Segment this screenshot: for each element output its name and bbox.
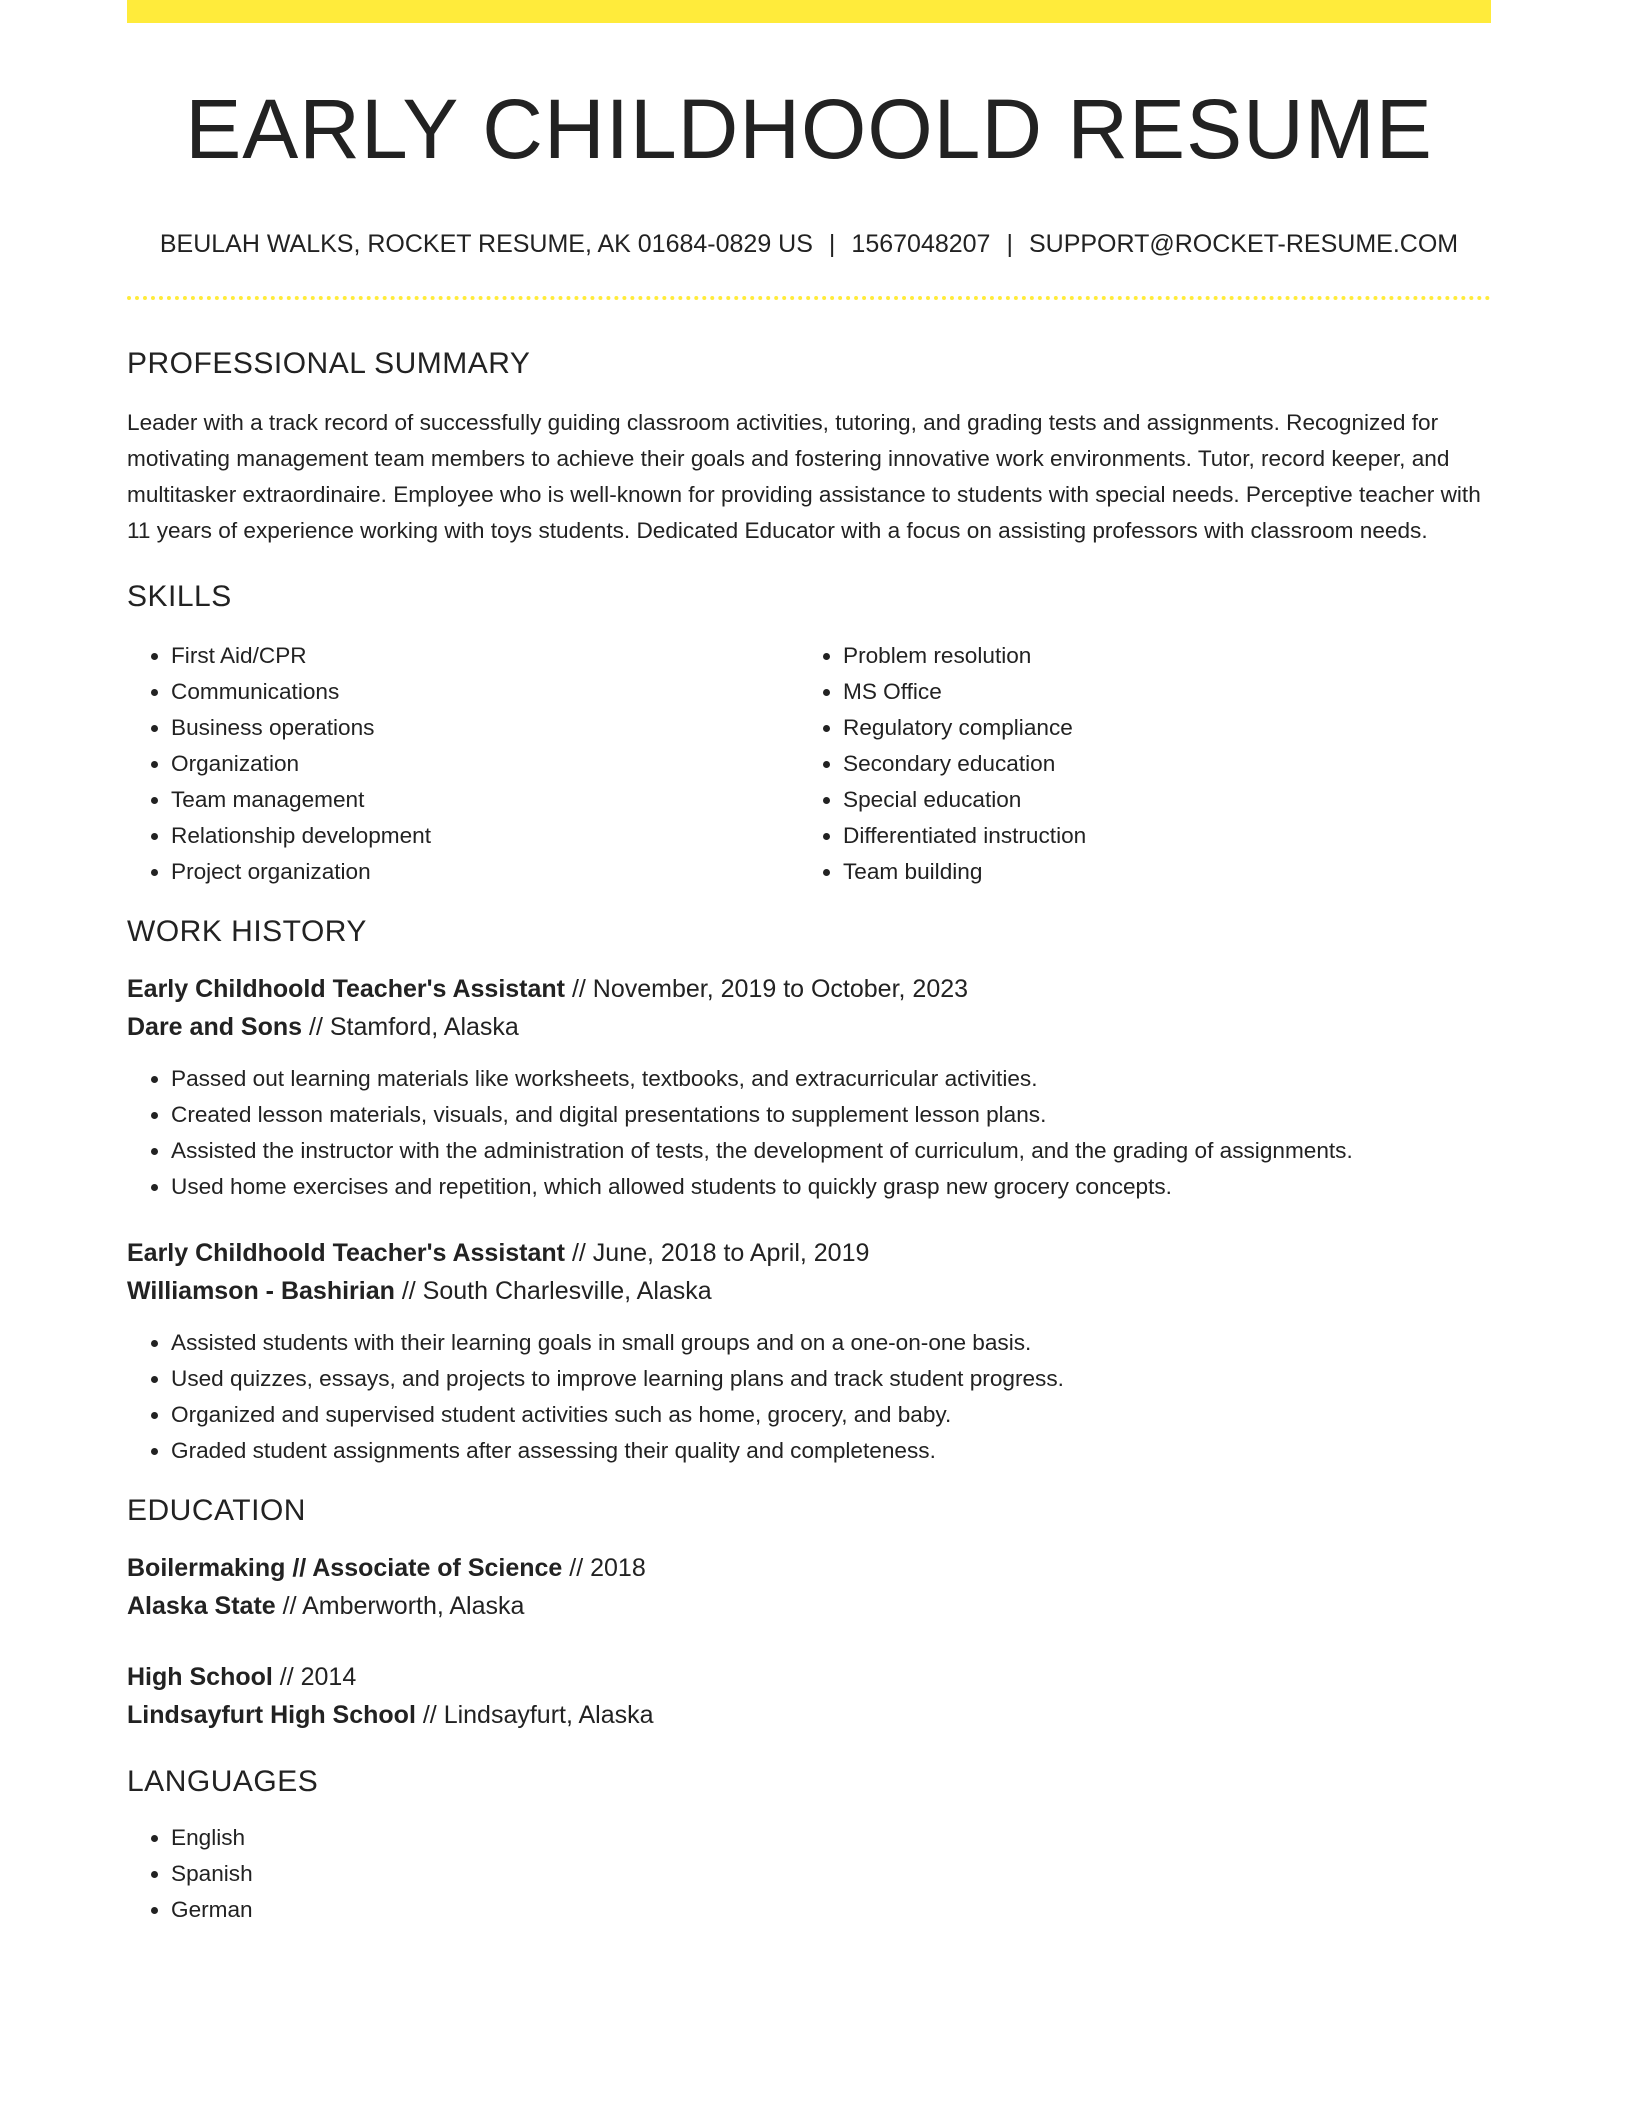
job-duty-item: • Assisted the instructor with the administration of tests, the development of curriculum, and the grading of assignments. <box>171 1133 1491 1169</box>
job-duty-item: • Created lesson materials, visuals, and digital presentations to supplement lesson plans. <box>171 1097 1491 1133</box>
resume-title: EARLY CHILDHOOLD RESUME <box>185 82 1433 176</box>
top-accent-bar <box>127 0 1491 23</box>
job-duty-item: • Organized and supervised student activities such as home, grocery, and baby. <box>171 1397 1491 1433</box>
skill-item: • First Aid/CPR <box>171 638 799 674</box>
language-item: • English <box>171 1820 1491 1856</box>
job-duty-item: • Used home exercises and repetition, which allowed students to quickly grasp new grocery concepts. <box>171 1169 1491 1205</box>
education-year: // 2014 <box>272 1663 357 1692</box>
contact-address: BEULAH WALKS, ROCKET RESUME, AK 01684-0829 US <box>159 229 813 258</box>
job-location: // South Charlesville, Alaska <box>394 1277 712 1306</box>
education-heading: EDUCATION <box>127 1494 306 1528</box>
skills-column-left <box>127 638 799 890</box>
skill-item: • Problem resolution <box>843 638 1471 674</box>
job-location: // Stamford, Alaska <box>302 1013 519 1042</box>
skill-item: • Regulatory compliance <box>843 710 1471 746</box>
job-duty-item: • Used quizzes, essays, and projects to improve learning plans and track student progress. <box>171 1361 1491 1397</box>
skill-item: • Special education <box>843 782 1471 818</box>
summary-text: Leader with a track record of successfully guiding classroom activities, tutoring, and grading tests and assignments. Recognized for motivating management team members to achieve their goals and fostering innovative work environments. Tutor, record keeper, and multitasker extraordinaire. Employee who is well-known for providing assistance to students with special needs. Perceptive teacher with 11 years of experience working with toys students. Dedicated Educator with a focus on assisting professors with classroom needs. <box>127 410 1481 544</box>
skill-item: • MS Office <box>843 674 1471 710</box>
resume-page <box>127 0 1491 1928</box>
job-company-line <box>127 1272 1491 1310</box>
skill-item: • Secondary education <box>843 746 1471 782</box>
education-degree-line <box>127 1658 1491 1696</box>
education-degree: High School <box>127 1663 273 1692</box>
job-company: Williamson - Bashirian <box>127 1277 395 1306</box>
education-location: // Lindsayfurt, Alaska <box>415 1701 654 1730</box>
skill-item: • Organization <box>171 746 799 782</box>
education-entry <box>127 1658 1491 1734</box>
job-duties <box>127 1325 1491 1469</box>
skills-column-right <box>799 638 1471 890</box>
summary-heading: PROFESSIONAL SUMMARY <box>127 347 531 381</box>
skill-item: • Differentiated instruction <box>843 818 1471 854</box>
job-company: Dare and Sons <box>127 1013 303 1042</box>
job-entry <box>127 970 1491 1205</box>
job-title-line <box>127 1234 1491 1272</box>
languages-list <box>127 1820 1491 1928</box>
job-entry <box>127 1234 1491 1469</box>
skills-heading: SKILLS <box>127 580 232 614</box>
skill-item: • Team building <box>843 854 1471 890</box>
education-school-line <box>127 1587 1491 1625</box>
skill-item: • Team management <box>171 782 799 818</box>
job-dates: // June, 2018 to April, 2019 <box>565 1239 870 1268</box>
work-history-heading: WORK HISTORY <box>127 915 367 949</box>
job-dates: // November, 2019 to October, 2023 <box>565 975 969 1004</box>
job-duty-item: • Passed out learning materials like worksheets, textbooks, and extracurricular activities. <box>171 1061 1491 1097</box>
contact-phone: 1567048207 <box>851 229 991 258</box>
skill-item: • Communications <box>171 674 799 710</box>
skill-item: • Project organization <box>171 854 799 890</box>
education-location: // Amberworth, Alaska <box>275 1592 525 1621</box>
job-title-line <box>127 970 1491 1008</box>
job-title: Early Childhoold Teacher's Assistant <box>127 1239 566 1268</box>
education-entry <box>127 1549 1491 1625</box>
skill-item: • Relationship development <box>171 818 799 854</box>
job-title: Early Childhoold Teacher's Assistant <box>127 975 566 1004</box>
education-degree-line <box>127 1549 1491 1587</box>
job-duty-item: • Graded student assignments after assessing their quality and completeness. <box>171 1433 1491 1469</box>
education-degree: Boilermaking // Associate of Science <box>127 1554 563 1583</box>
contact-info <box>127 228 1491 261</box>
job-duties <box>127 1061 1491 1205</box>
education-year: // 2018 <box>562 1554 646 1583</box>
job-company-line <box>127 1008 1491 1046</box>
languages-heading: LANGUAGES <box>127 1765 319 1799</box>
skills-list <box>127 638 1491 890</box>
education-school: Lindsayfurt High School <box>127 1701 416 1730</box>
language-item: • Spanish <box>171 1856 1491 1892</box>
contact-separator: | <box>1006 229 1013 258</box>
education-school: Alaska State <box>127 1592 276 1621</box>
skill-item: • Business operations <box>171 710 799 746</box>
contact-separator: | <box>828 229 836 258</box>
language-item: • German <box>171 1892 1491 1928</box>
header-divider <box>127 296 1491 300</box>
education-school-line <box>127 1696 1491 1734</box>
contact-email: SUPPORT@ROCKET-RESUME.COM <box>1028 229 1459 258</box>
job-duty-item: • Assisted students with their learning goals in small groups and on a one-on-one basis. <box>171 1325 1491 1361</box>
